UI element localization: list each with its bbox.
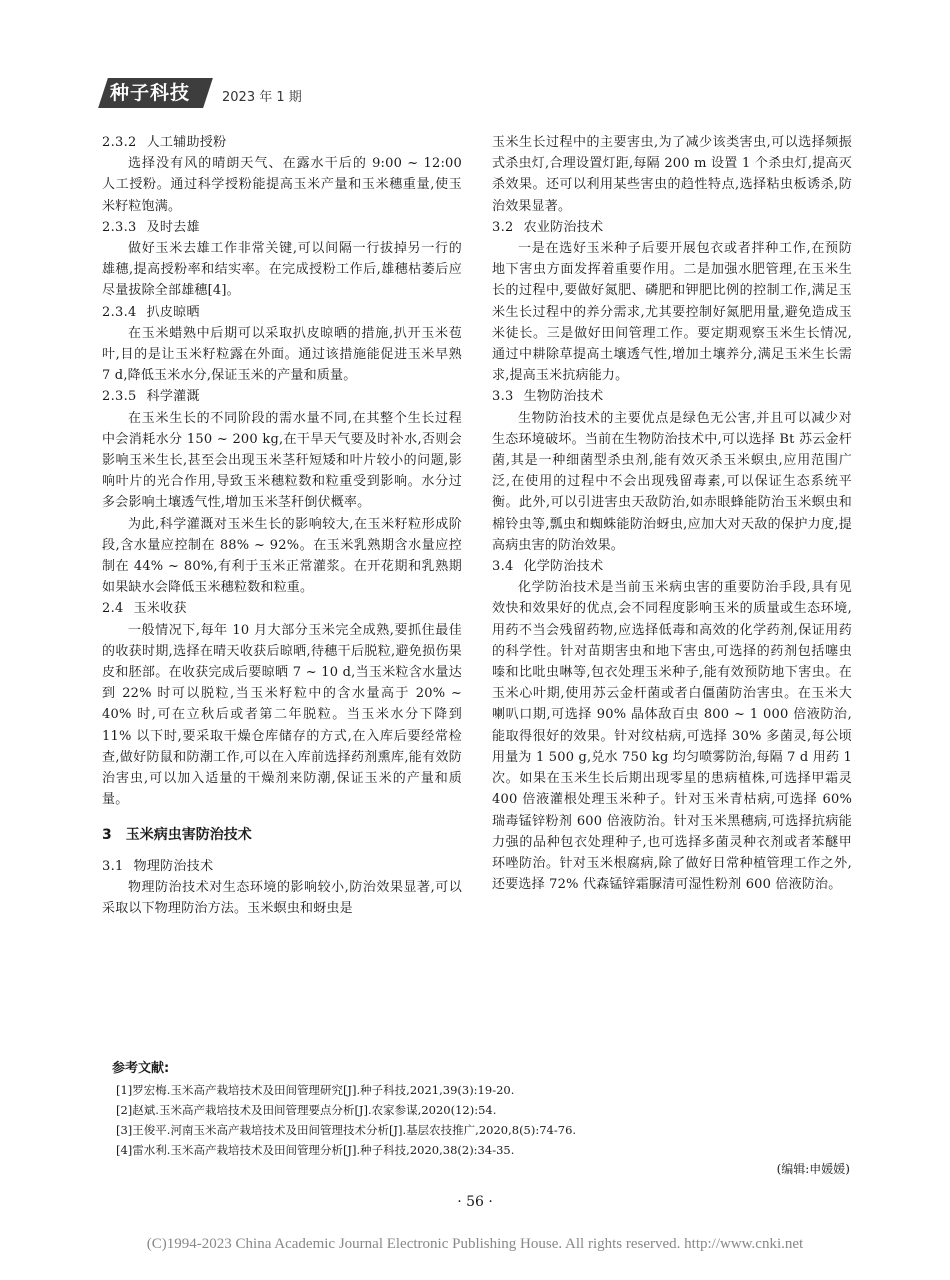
heading-title: 扒皮晾晒 <box>146 304 200 320</box>
heading-title: 化学防治技术 <box>523 559 604 575</box>
references <box>102 1057 852 1160</box>
body-paragraph: 为此,科学灌溉对玉米生长的影响较大,在玉米籽粒形成阶段,含水量应控制在 88% ~ 92%。在玉米乳熟期含水量应控制在 44% ~ 80%,有利于玉米正常灌浆。在开花期和乳熟期如果缺水会降低玉米穗粒数和粒重。 <box>102 516 462 596</box>
references-title: 参考文献: <box>112 1061 170 1076</box>
body-paragraph: 选择没有风的晴朗天气、在露水干后的 9:00 ~ 12:00 人工授粉。通过科学授粉能提高玉米产量和玉米穗重量,使玉米籽粒饱满。 <box>102 156 462 214</box>
subsection-heading <box>102 217 462 238</box>
heading-number: 2.4 <box>102 601 124 617</box>
heading-title: 及时去雄 <box>146 219 200 235</box>
reference-item: [2]赵斌.玉米高产栽培技术及田间管理要点分析[J].农家参谋,2020(12):54. <box>116 1103 497 1117</box>
body-paragraph: 物理防治技术对生态环境的影响较小,防治效果显著,可以采取以下物理防治方法。玉米螟虫和蚜虫是 <box>102 879 462 917</box>
heading-title: 科学灌溉 <box>146 389 200 405</box>
heading-number: 3.2 <box>492 219 514 235</box>
reference-item: [1]罗宏梅.玉米高产栽培技术及田间管理研究[J].种子科技,2021,39(3):19-20. <box>116 1083 515 1097</box>
body-paragraph: 在玉米生长的不同阶段的需水量不同,在其整个生长过程中会消耗水分 150 ~ 200 kg,在干旱天气要及时补水,否则会影响玉米生长,甚至会出现玉米茎秆短矮和叶片较小的问题,影响叶片的光合作用,导致玉米穗粒数和粒重受到影响。水分过多会影响土壤透气性,增加玉米茎秆倒伏概率。 <box>102 410 462 511</box>
subsection-heading <box>102 386 462 407</box>
journal-issue: 2023 年 1 期 <box>222 90 302 105</box>
heading-number: 3.3 <box>492 389 514 405</box>
body-paragraph: 化学防治技术是当前玉米病虫害的重要防治手段,具有见效快和效果好的优点,会不同程度影响玉米的质量或生态环境,用药不当会残留药物,应选择低毒和高效的化学药剂,保证用药的科学性。针对苗期害虫和地下害虫,可选择的药剂包括噻虫嗪和比吡虫啉等,包衣处理玉米种子,能有效预防地下害虫。在玉米心叶期,使用苏云金杆菌或者白僵菌防治害虫。在玉米大喇叭口期,可选择 90% 晶体敌百虫 800 ~ 1 000 倍液防治,能取得很好的效果。针对纹枯病,可选择 30% 多菌灵,每公顷用量为 1 500 g,兑水 750 kg 均匀喷雾防治,每隔 7 d 用药 1 次。如果在玉米生长后期出现零星的患病植株,可选择甲霜灵 400 倍液灌根处理玉米种子。针对玉米青枯病,可选择 60% 瑞毒锰锌粉剂 600 倍液防治。针对玉米黑穗病,可选择抗病能力强的品种包衣处理种子,也可选择多菌灵种衣剂或者苯醚甲环唑防治。针对玉米根腐病,除了做好日常种植管理工作之外,还要选择 72% 代森锰锌霜脲清可湿性粉剂 600 倍液防治。 <box>492 580 852 893</box>
body-paragraph: 在玉米蜡熟中后期可以采取扒皮晾晒的措施,扒开玉米苞叶,目的是让玉米籽粒露在外面。通过该措施能促进玉米早熟 7 d,降低玉米水分,保证玉米的产量和质量。 <box>102 325 462 384</box>
page-number: · 56 · <box>457 1194 493 1210</box>
subsection-heading <box>102 856 462 877</box>
editor-note: (编辑:申媛媛) <box>776 1162 850 1176</box>
heading-number: 2.3.2 <box>102 135 137 150</box>
body-paragraph: 一般情况下,每年 10 月大部分玉米完全成熟,要抓住最佳的收获时期,选择在晴天收获后晾晒,待穗干后脱粒,避免损伤果皮和胚部。在收获完成后要晾晒 7 ~ 10 d,当玉米粒含水量达到 22% 时可以脱粒,当玉米籽粒中的含水量高于 20% ~ 40% 时,可在立秋后或者第二年脱粒。当玉米水分下降到 11% 以下时,要采取干燥仓库储存的方式,在入库后要经常检查,做好防鼠和防潮工作,可以在入库前选择药剂熏库,能有效防治害虫,可以加入适量的干燥剂来防潮,保证玉米的产量和质量。 <box>102 622 462 808</box>
journal-header <box>0 78 950 112</box>
reference-item: [3]王俊平.河南玉米高产栽培技术及田间管理技术分析[J].基层农技推广,2020,8(5):74-76. <box>116 1123 577 1137</box>
heading-number: 2.3.5 <box>102 389 137 405</box>
heading-number: 2.3.4 <box>102 304 137 320</box>
subsection-heading <box>102 132 462 153</box>
subsection-heading <box>492 217 852 238</box>
heading-title: 人工辅助授粉 <box>146 135 227 150</box>
body-paragraph: 生物防治技术的主要优点是绿色无公害,并且可以减少对生态环境破坏。当前在生物防治技术中,可以选择 Bt 苏云金杆菌,其是一种细菌型杀虫剂,能有效灭杀玉米螟虫,应用范围广泛,在使用的过程中不会出现残留毒素,可以保证生态系统平衡。此外,可以引进害虫天敌防治,如赤眼蜂能防治玉米螟虫和棉铃虫等,瓢虫和蜘蛛能防治蚜虫,应加大对天敌的保护力度,提高病虫害的防治效果。 <box>492 410 852 553</box>
copyright-footer: (C)1994-2023 China Academic Journal Electronic Publishing House. All rights reserved. http://www.cnki.net <box>146 1236 804 1252</box>
heading-number: 3 <box>102 826 112 843</box>
heading-number: 2.3.3 <box>102 219 137 235</box>
journal-title: 种子科技 <box>110 82 191 104</box>
heading-title: 玉米收获 <box>133 601 187 617</box>
heading-title: 物理防治技术 <box>133 858 214 874</box>
body-paragraph: 玉米生长过程中的主要害虫,为了减少该类害虫,可以选择频振式杀虫灯,合理设置灯距,每隔 200 m 设置 1 个杀虫灯,提高灭杀效果。还可以利用某些害虫的趋性特点,选择粘虫板诱杀,防治效果显著。 <box>492 135 852 214</box>
heading-number: 3.4 <box>492 559 514 575</box>
heading-title: 农业防治技术 <box>523 219 604 235</box>
heading-title: 玉米病虫害防治技术 <box>125 826 252 843</box>
subsection-heading <box>492 556 852 577</box>
heading-number: 3.1 <box>102 858 124 874</box>
right-column <box>492 132 852 895</box>
subsection-heading <box>102 302 462 323</box>
body-paragraph: 一是在选好玉米种子后要开展包衣或者拌种工作,在预防地下害虫方面发挥着重要作用。二是加强水肥管理,在玉米生长的过程中,要做好氮肥、磷肥和钾肥比例的控制工作,满足玉米生长过程中的养分需求,尤其要控制好氮肥用量,避免造成玉米徒长。三是做好田间管理工作。要定期观察玉米生长情况,通过中耕除草提高土壤透气性,增加土壤养分,满足玉米生长需求,提高玉米抗病能力。 <box>492 241 852 384</box>
left-column <box>102 132 462 919</box>
heading-title: 生物防治技术 <box>523 389 604 405</box>
reference-item: [4]雷水利.玉米高产栽培技术及田间管理分析[J].种子科技,2020,38(2):34-35. <box>116 1143 515 1157</box>
body-paragraph: 做好玉米去雄工作非常关键,可以间隔一行拔掉另一行的雄穗,提高授粉率和结实率。在完成授粉工作后,雄穗枯萎后应尽量拔除全部雄穗[4]。 <box>102 241 462 299</box>
subsection-heading <box>492 386 852 407</box>
subsection-heading <box>102 598 462 619</box>
section-heading <box>102 825 462 846</box>
